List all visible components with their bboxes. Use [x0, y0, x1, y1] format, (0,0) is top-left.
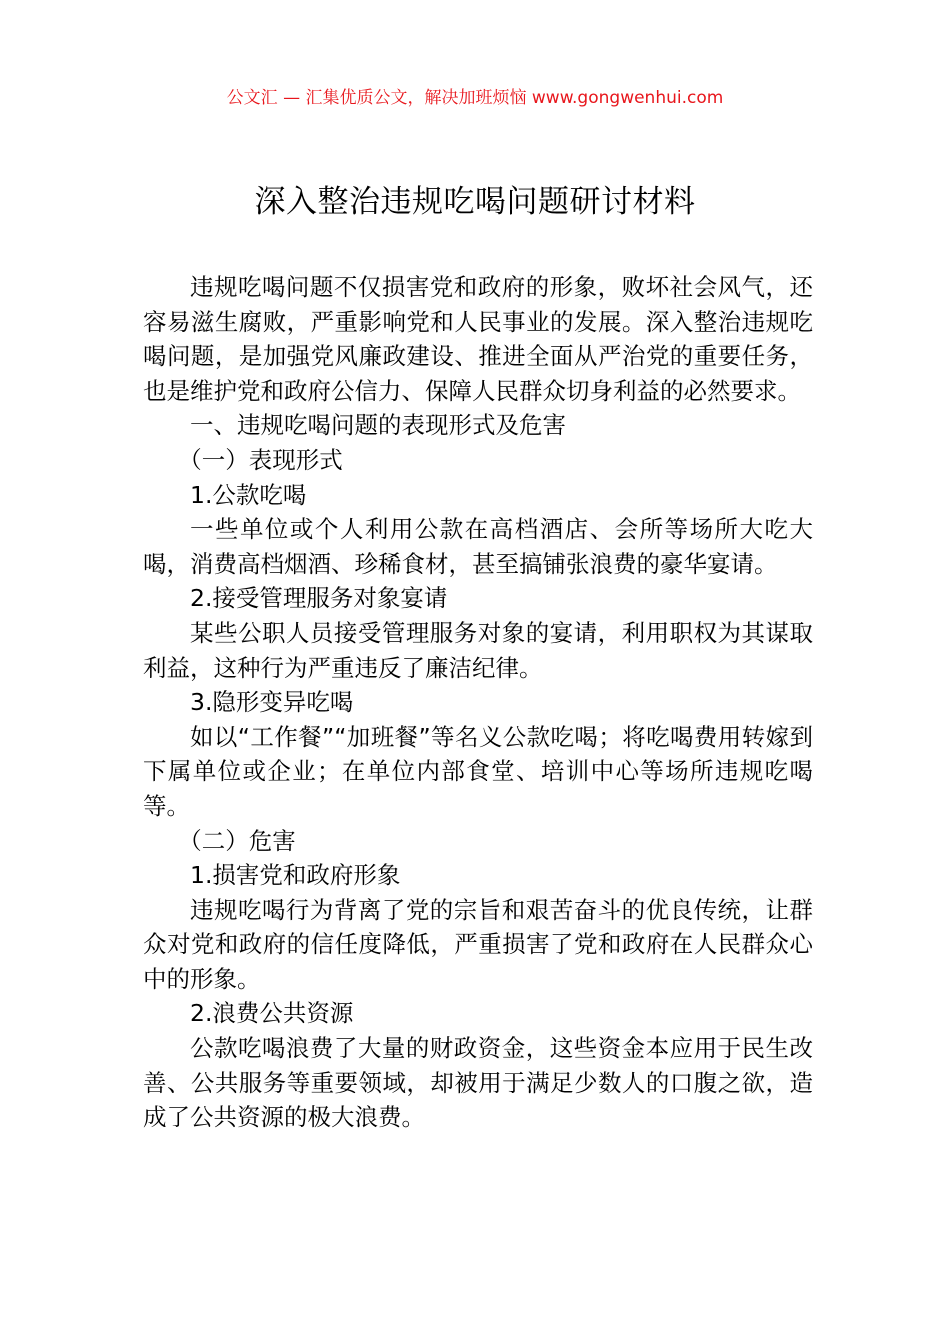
- item-heading: 2.浪费公共资源: [190, 999, 354, 1028]
- subsection-heading: （一）表现形式: [178, 445, 343, 474]
- paragraph: 公款吃喝浪费了大量的财政资金，这些资金本应用于民生改善、公共服务等重要领域，却被用于满足少数人的口腹之欲，造成了公共资源的极大浪费。: [143, 1034, 813, 1132]
- document-title: 深入整治违规吃喝问题研讨材料: [254, 184, 696, 220]
- document-body: [143, 270, 813, 1135]
- paragraph: 某些公职人员接受管理服务对象的宴请，利用职权为其谋取利益，这种行为严重违反了廉洁纪律。: [143, 618, 813, 682]
- section-heading: 一、违规吃喝问题的表现形式及危害: [190, 411, 566, 440]
- item-heading: 3.隐形变异吃喝: [190, 688, 354, 717]
- subsection-heading: （二）危害: [178, 826, 296, 855]
- item-heading: 1.公款吃喝: [190, 480, 307, 509]
- header-note: 公文汇 — 汇集优质公文，解决加班烦恼 www.gongwenhui.com: [226, 88, 724, 108]
- item-heading: 1.损害党和政府形象: [190, 861, 401, 890]
- paragraph: 违规吃喝行为背离了党的宗旨和艰苦奋斗的优良传统，让群众对党和政府的信任度降低，严重损害了党和政府在人民群众心中的形象。: [143, 895, 813, 993]
- paragraph: 违规吃喝问题不仅损害党和政府的形象，败坏社会风气，还容易滋生腐败，严重影响党和人民事业的发展。深入整治违规吃喝问题，是加强党风廉政建设、推进全面从严治党的重要任务，也是维护党和政府公信力、保障人民群众切身利益的必然要求。: [143, 273, 813, 405]
- paragraph: 如以“工作餐”“加班餐”等名义公款吃喝；将吃喝费用转嫁到下属单位或企业；在单位内部食堂、培训中心等场所违规吃喝等。: [143, 722, 813, 820]
- paragraph: 一些单位或个人利用公款在高档酒店、会所等场所大吃大喝，消费高档烟酒、珍稀食材，甚至搞铺张浪费的豪华宴请。: [143, 515, 813, 578]
- item-heading: 2.接受管理服务对象宴请: [190, 584, 448, 613]
